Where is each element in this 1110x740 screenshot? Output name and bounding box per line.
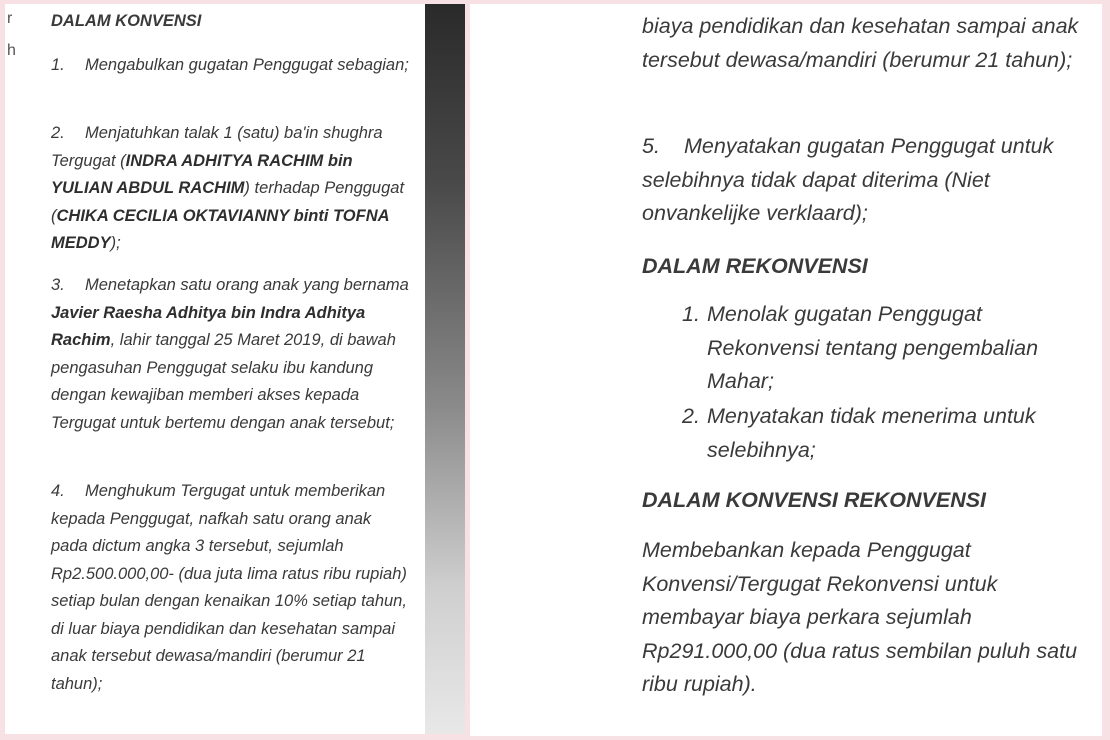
page-gutter xyxy=(425,4,465,734)
item-text: Menyatakan gugatan Penggugat untuk selebihnya tidak dapat diterima (Niet onvankelijke verklaard); xyxy=(642,134,1054,225)
item-number: 3. xyxy=(51,276,65,294)
item-number: 2. xyxy=(51,124,65,142)
heading-dalam-konvensi-rekonvensi: DALAM KONVENSI REKONVENSI xyxy=(642,488,987,512)
rekonvensi-item-2 xyxy=(682,400,1082,467)
item-number: 1. xyxy=(51,56,65,74)
defendant-name: INDRA ADHITYA RACHIM bin YULIAN ABDUL RACHIM xyxy=(51,151,353,197)
item-number: 2. xyxy=(682,404,700,428)
item-text: , lahir tanggal 25 Maret 2019, di bawah pengasuhan Penggugat selaku ibu kandung dengan kewajiban memberi akses kepada Tergugat untuk bertemu dengan anak tersebut; xyxy=(51,331,396,432)
konvensi-item-5 xyxy=(642,130,1082,231)
item-text: Menghukum Tergugat untuk memberikan kepada Penggugat, nafkah satu orang anak pada dictum angka 3 tersebut, sejumlah Rp2.500.000,00- (dua juta lima ratus ribu rupiah) setiap bulan dengan kenaikan 10% setiap tahun, di luar biaya pendidikan dan kesehatan sampai anak tersebut dewasa/mandiri (berumur 21 tahun); xyxy=(51,482,407,693)
item-text: Menolak gugatan Penggugat Rekonvensi tentang pengembalian Mahar; xyxy=(707,302,1039,393)
right-document-page xyxy=(470,4,1102,736)
heading-dalam-konvensi: DALAM KONVENSI xyxy=(51,12,202,30)
item-number: 1. xyxy=(682,302,700,326)
plaintiff-name: CHIKA CECILIA OKTAVIANNY binti TOFNA MEDDY xyxy=(51,206,389,252)
edge-char-1: r xyxy=(7,10,13,27)
heading-dalam-rekonvensi: DALAM REKONVENSI xyxy=(642,254,868,278)
left-document-page xyxy=(5,4,425,734)
edge-char-2: h xyxy=(7,42,16,59)
konvensi-item-3 xyxy=(51,272,411,437)
item-text: ); xyxy=(110,234,121,252)
item-text: Mengabulkan gugatan Penggugat sebagian; xyxy=(85,56,409,74)
continuation-text: biaya pendidikan dan kesehatan sampai anak tersebut dewasa/mandiri (berumur 21 tahun); xyxy=(642,14,1079,72)
child-name: Javier Raesha Adhitya bin Indra Adhitya Rachim xyxy=(51,303,366,349)
konvensi-item-4 xyxy=(51,478,411,698)
court-cost-ruling: Membebankan kepada Penggugat Konvensi/Tergugat Rekonvensi untuk membayar biaya perkara sejumlah Rp291.000,00 (dua ratus sembilan puluh satu ribu rupiah). xyxy=(642,538,1078,696)
item-text: Menyatakan tidak menerima untuk selebihnya; xyxy=(707,404,1036,462)
item-number: 4. xyxy=(51,482,65,500)
rekonvensi-item-1 xyxy=(682,298,1082,399)
item-text: Menetapkan satu orang anak yang bernama xyxy=(85,276,409,294)
konvensi-item-1 xyxy=(51,52,411,80)
item-text: ) terhadap Penggugat ( xyxy=(51,179,405,225)
item-text: Menjatuhkan talak 1 (satu) ba'in shughra Tergugat ( xyxy=(51,124,383,170)
konvensi-item-2 xyxy=(51,120,411,258)
item-number: 5. xyxy=(642,134,660,158)
